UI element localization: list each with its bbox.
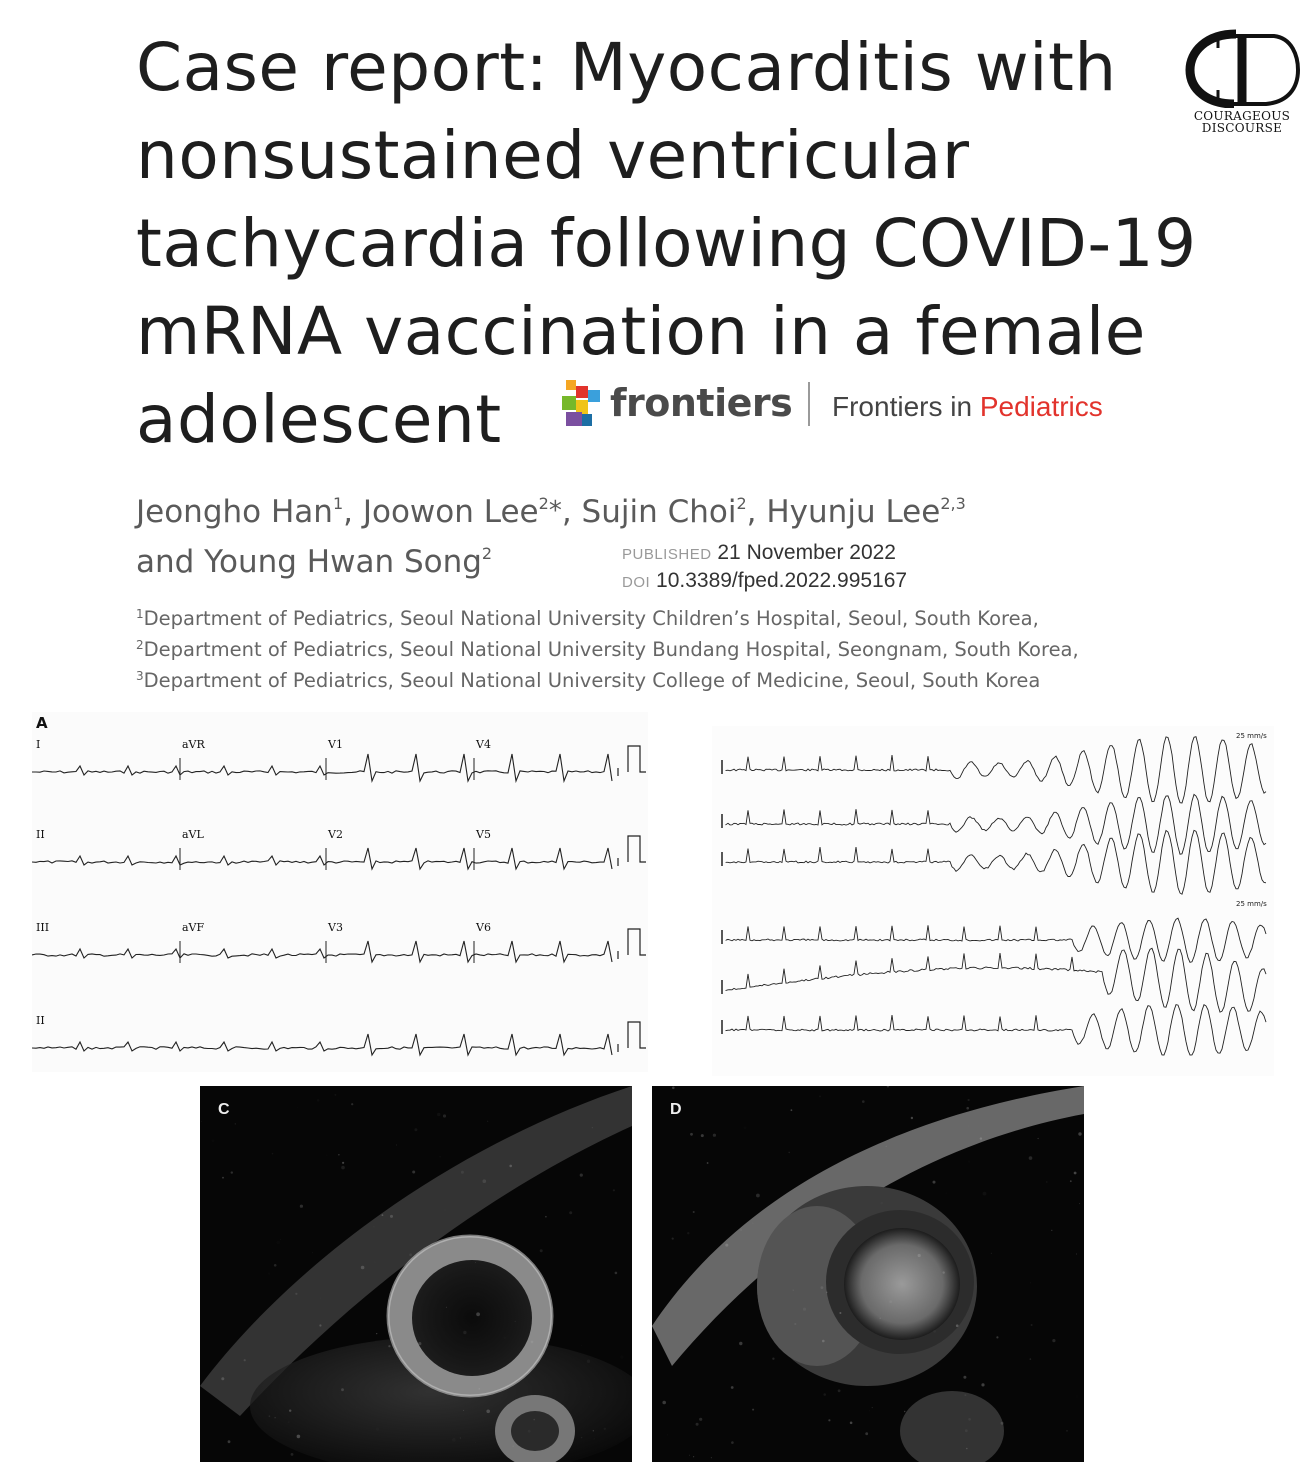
courageous-discourse-logo bbox=[1184, 28, 1300, 144]
affiliation-marker: 2,3 bbox=[940, 494, 966, 513]
ecg-holter-image bbox=[712, 726, 1274, 1076]
ecg-trace bbox=[32, 848, 612, 869]
affiliation-number: 3 bbox=[136, 669, 144, 683]
author-name: and Young Hwan Song bbox=[136, 544, 482, 580]
mri-panel-c bbox=[200, 1086, 632, 1462]
panel-label: D bbox=[670, 1101, 682, 1118]
lead-label: V6 bbox=[476, 921, 491, 934]
logo-caption-line: COURAGEOUS bbox=[1193, 109, 1291, 123]
lead-label: II bbox=[36, 1014, 45, 1027]
lead-label: V2 bbox=[328, 828, 343, 841]
affiliation-list bbox=[136, 603, 1079, 696]
affiliation bbox=[136, 603, 1079, 634]
ecg-trace bbox=[726, 830, 1266, 894]
ecg-panel-a bbox=[32, 712, 648, 1072]
title-line: mRNA vaccination in a female bbox=[136, 293, 1146, 370]
affiliation bbox=[136, 665, 1079, 696]
affiliation-marker: 2 bbox=[538, 494, 549, 513]
lead-label: III bbox=[36, 921, 50, 934]
ecg-panel-b bbox=[712, 726, 1274, 1076]
author-name: Sujin Choi bbox=[581, 494, 737, 530]
doi-label: DOI bbox=[622, 574, 651, 591]
ecg-trace bbox=[726, 948, 1266, 1012]
panel-label: C bbox=[218, 1101, 230, 1118]
ecg-trace bbox=[726, 918, 1266, 962]
ecg-trace bbox=[726, 737, 1266, 803]
calibration-pulse bbox=[618, 1022, 646, 1052]
ecg-12-lead-image bbox=[32, 712, 648, 1072]
ecg-trace bbox=[32, 754, 612, 781]
published-date: 21 November 2022 bbox=[717, 541, 896, 564]
affiliation-marker: 1 bbox=[332, 494, 344, 513]
lead-label: V5 bbox=[476, 828, 491, 841]
lead-label: II bbox=[36, 828, 45, 841]
cd-monogram-icon bbox=[1184, 28, 1300, 108]
title-line: adolescent bbox=[136, 381, 502, 458]
publisher-branding bbox=[560, 378, 1160, 428]
affiliation-text: Department of Pediatrics, Seoul National University College of Medicine, Seoul, South Korea bbox=[143, 669, 1041, 692]
affiliation-marker: 2 bbox=[481, 544, 493, 563]
ventricle-cavity bbox=[412, 1260, 532, 1376]
affiliation-text: Department of Pediatrics, Seoul National University Children’s Hospital, Seoul, South Korea, bbox=[143, 607, 1039, 630]
title-line: Case report: Myocarditis with bbox=[136, 29, 1117, 106]
title-line: tachycardia following COVID-19 bbox=[136, 205, 1197, 282]
publisher-name: frontiers bbox=[610, 381, 793, 425]
panel-label: A bbox=[36, 714, 48, 732]
ecg-trace bbox=[32, 941, 612, 962]
journal-name bbox=[832, 390, 1103, 424]
paper-speed-label: 25 mm/s bbox=[1236, 900, 1267, 908]
ecg-trace bbox=[726, 1005, 1266, 1055]
affiliation-text: Department of Pediatrics, Seoul National University Bundang Hospital, Seongnam, South Korea, bbox=[143, 638, 1079, 661]
ecg-trace bbox=[726, 794, 1266, 854]
doi-value: 10.3389/fped.2022.995167 bbox=[656, 569, 908, 592]
cardiac-mri-image bbox=[652, 1086, 1084, 1462]
frontiers-logo-icon bbox=[560, 378, 604, 428]
affiliation-number: 2 bbox=[136, 638, 144, 652]
affiliation bbox=[136, 634, 1079, 665]
publication-info bbox=[622, 540, 907, 596]
calibration-pulse bbox=[618, 836, 646, 866]
logo-caption bbox=[1184, 110, 1300, 134]
author-name: Hyunju Lee bbox=[766, 494, 941, 530]
calibration-pulse bbox=[618, 929, 646, 959]
author-name: Joowon Lee bbox=[362, 494, 539, 530]
lead-label: aVF bbox=[182, 921, 205, 934]
journal-prefix: Frontiers in bbox=[832, 391, 973, 422]
brand-divider bbox=[808, 382, 810, 426]
paper-speed-label: 25 mm/s bbox=[1236, 732, 1267, 740]
calibration-pulse bbox=[618, 746, 646, 776]
title-line: nonsustained ventricular bbox=[136, 117, 970, 194]
logo-caption-line: DISCOURSE bbox=[1201, 121, 1283, 135]
lead-label: V1 bbox=[328, 738, 343, 751]
lead-label: aVR bbox=[182, 738, 205, 751]
author-name: Jeongho Han bbox=[136, 494, 333, 530]
cardiac-mri-image bbox=[200, 1086, 632, 1462]
author-line: Jeongho Han$^1$, Joowon Lee$^2$*, Sujin Choi$^2$, Hyunju Lee$^{2,3}$ bbox=[136, 494, 966, 530]
lead-label: V4 bbox=[476, 738, 491, 751]
lead-label: I bbox=[36, 738, 41, 751]
lead-label: V3 bbox=[328, 921, 343, 934]
mri-panel-d bbox=[652, 1086, 1084, 1462]
corresponding-author-marker: * bbox=[548, 496, 562, 526]
affiliation-number: 1 bbox=[136, 607, 144, 621]
affiliation-marker: 2 bbox=[736, 494, 747, 513]
journal-subject: Pediatrics bbox=[979, 391, 1103, 422]
published-label: PUBLISHED bbox=[622, 546, 712, 563]
ventricle-cavity bbox=[844, 1228, 960, 1340]
lead-label: aVL bbox=[182, 828, 204, 841]
ecg-trace bbox=[32, 1034, 612, 1055]
